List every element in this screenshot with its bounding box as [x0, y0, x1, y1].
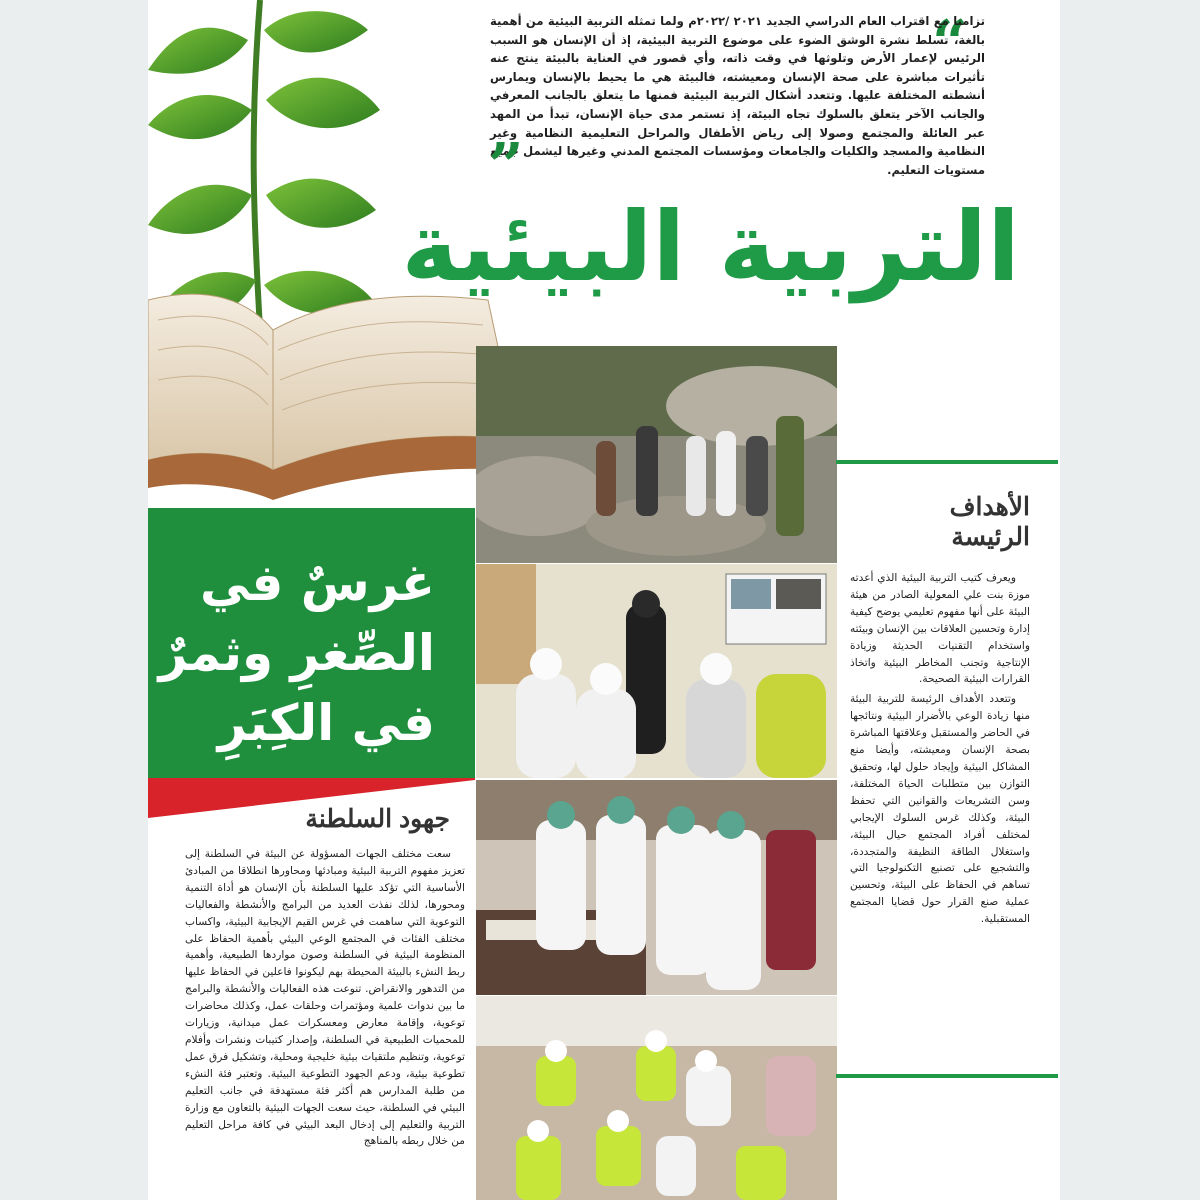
section-heading-goals	[900, 492, 1030, 552]
slogan-line-2: الصِّغرِ وثمرٌ	[158, 624, 435, 682]
goals-paragraph-1: ويعرف كتيب التربية البيئية الذي أعدته موزة بنت علي المعولية الصادر من هيئة البيئة على أنها مفهوم تعليمي يوضح كيفية إدارة وتحسين العلاقات بين الإنسان وبيئته واستخدام التقنيات الحديثة وزيادة الإنتاجية وتجنب المخاطر البيئية واتخاذ القرارات البيئية الصحيحة.	[850, 572, 1030, 686]
slogan-text	[159, 548, 435, 758]
photo-classroom-lecture	[476, 564, 837, 778]
quote-open-icon: “	[932, 6, 968, 79]
intro-paragraph: تزامنا مع اقتراب العام الدراسي الجديد ٢٠٢١ /٢٠٢٢م ولما تمثله التربية البيئية من أهمية بالغة، تسلط نشرة الوشق الضوء على موضوع التربية البيئية، إذ أن الإنسان هو السبب الرئيس لإعمار الأرض وتلوثها في وقت ذاته، وأي قصور في العناية بالبيئة ينتج عنه تأثيرات مباشرة على صحة الإنسان ومعيشته، فالبيئة هي ما يحيط بالإنسان ويمارس أنشطته المختلفة عليها. وتتعدد أشكال التربية البيئية فمنها ما يتعلق بالجانب المعرفي والجانب الآخر يتعلق بالسلوك تجاه البيئة، إذ تستمر مدى حياة الإنسان، تبدأ من المهد عبر العائلة والمجتمع وصولا إلى رياض الأطفال والمراحل التعليمية النظامية وغير النظامية والمسجد والكليات والجامعات ومؤسسات المجتمع المدني وغيرها ليشمل جميع مستويات التعليم.	[490, 14, 985, 177]
goals-paragraph-2: وتتعدد الأهداف الرئيسة للتربية البيئة منها زيادة الوعي بالأضرار البيئية ونتائجها في الحاضر والمستقبل وعلاقتها المباشرة بصحة الإنسان ومعيشته، وأيضا منع المشاكل البيئية وإيجاد حلول لها، وتحقيق التوازن بين متطلبات الحياة المختلفة، وسن التشريعات والقوانين التي تحفظ البيئة، وكذلك غرس السلوك الإيجابي لمختلف أفراد المجتمع حيال البيئة، واستغلال الطاقة النظيفة والمتجددة، والتشجيع على تصنيع التكنولوجيا التي تساهم في الحفاظ على البيئة، وتحسين عملية صنع القرار حول قضايا المجتمع المستقبلية.	[850, 693, 1030, 926]
goals-text	[850, 570, 1030, 928]
quote-close-icon: ”	[488, 129, 524, 202]
goals-heading-line-2: الرئيسة	[951, 523, 1030, 551]
right-margin	[1060, 0, 1200, 1200]
slogan-line-3: في الكِبَرِ	[217, 694, 435, 752]
photo-exhibition	[476, 780, 837, 995]
left-margin	[0, 0, 148, 1200]
slogan-box	[148, 508, 475, 778]
slogan-line-1: غرسٌ في	[200, 554, 435, 612]
page-title: التربية البيئية	[401, 191, 1020, 303]
photo-children-workshop	[476, 996, 837, 1200]
goals-top-divider	[836, 460, 1058, 464]
sultanate-paragraph: سعت مختلف الجهات المسؤولة عن البيئة في السلطنة إلى تعزيز مفهوم التربية البيئية ومبادئها ومحاورها انطلاقا من المبادئ الأساسية التي تؤكد عليها السلطنة بأن الإنسان هو أداة التنمية ومحورها، لذلك نفذت العديد من البرامج والأنشطة والفعاليات التوعوية التي ساهمت في غرس القيم الإيجابية البيئية، واكساب مختلف الفئات في المجتمع الوعي البيئي بأهمية الحفاظ على المنظومة البيئية في السلطنة وصون مواردها الطبيعية، وأهمية ربط النشء بالبيئة المحيطة بهم ليكونوا فاعلين في الحفاظ عليها من التدهور والانقراض. تنوعت هذه الفعاليات والأنشطة والبرامج ما بين ندوات علمية ومؤتمرات وحلقات عمل، وكذلك محاضرات توعوية، وإقامة معارض ومعسكرات عمل ميدانية، وزيارات للمحميات الطبيعية في السلطنة، وإصدار كتيبات ونشرات وأفلام توعوية، وتنظيم ملتقيات بيئية خليجية ومحلية، وتشكيل فرق عمل تطوعية بيئية، ودعم الجهود التطوعية البيئية. وتعتبر فئة النشء من طلبة المدارس هم أكثر فئة مستهدفة في جانب التعليم البيئي في السلطنة، حيث سعت الجهات البيئية بالتعاون مع وزارة التربية والتعليم إلى إدخال البعد البيئي في كافة مراحل التعليم من خلال ربطه بالمناهج	[185, 848, 465, 1148]
goals-bottom-divider	[836, 1074, 1058, 1078]
goals-heading-line-1: الأهداف	[949, 493, 1030, 521]
section-heading-sultanate: جهود السلطنة	[305, 805, 450, 833]
photo-field-trip	[476, 346, 837, 563]
